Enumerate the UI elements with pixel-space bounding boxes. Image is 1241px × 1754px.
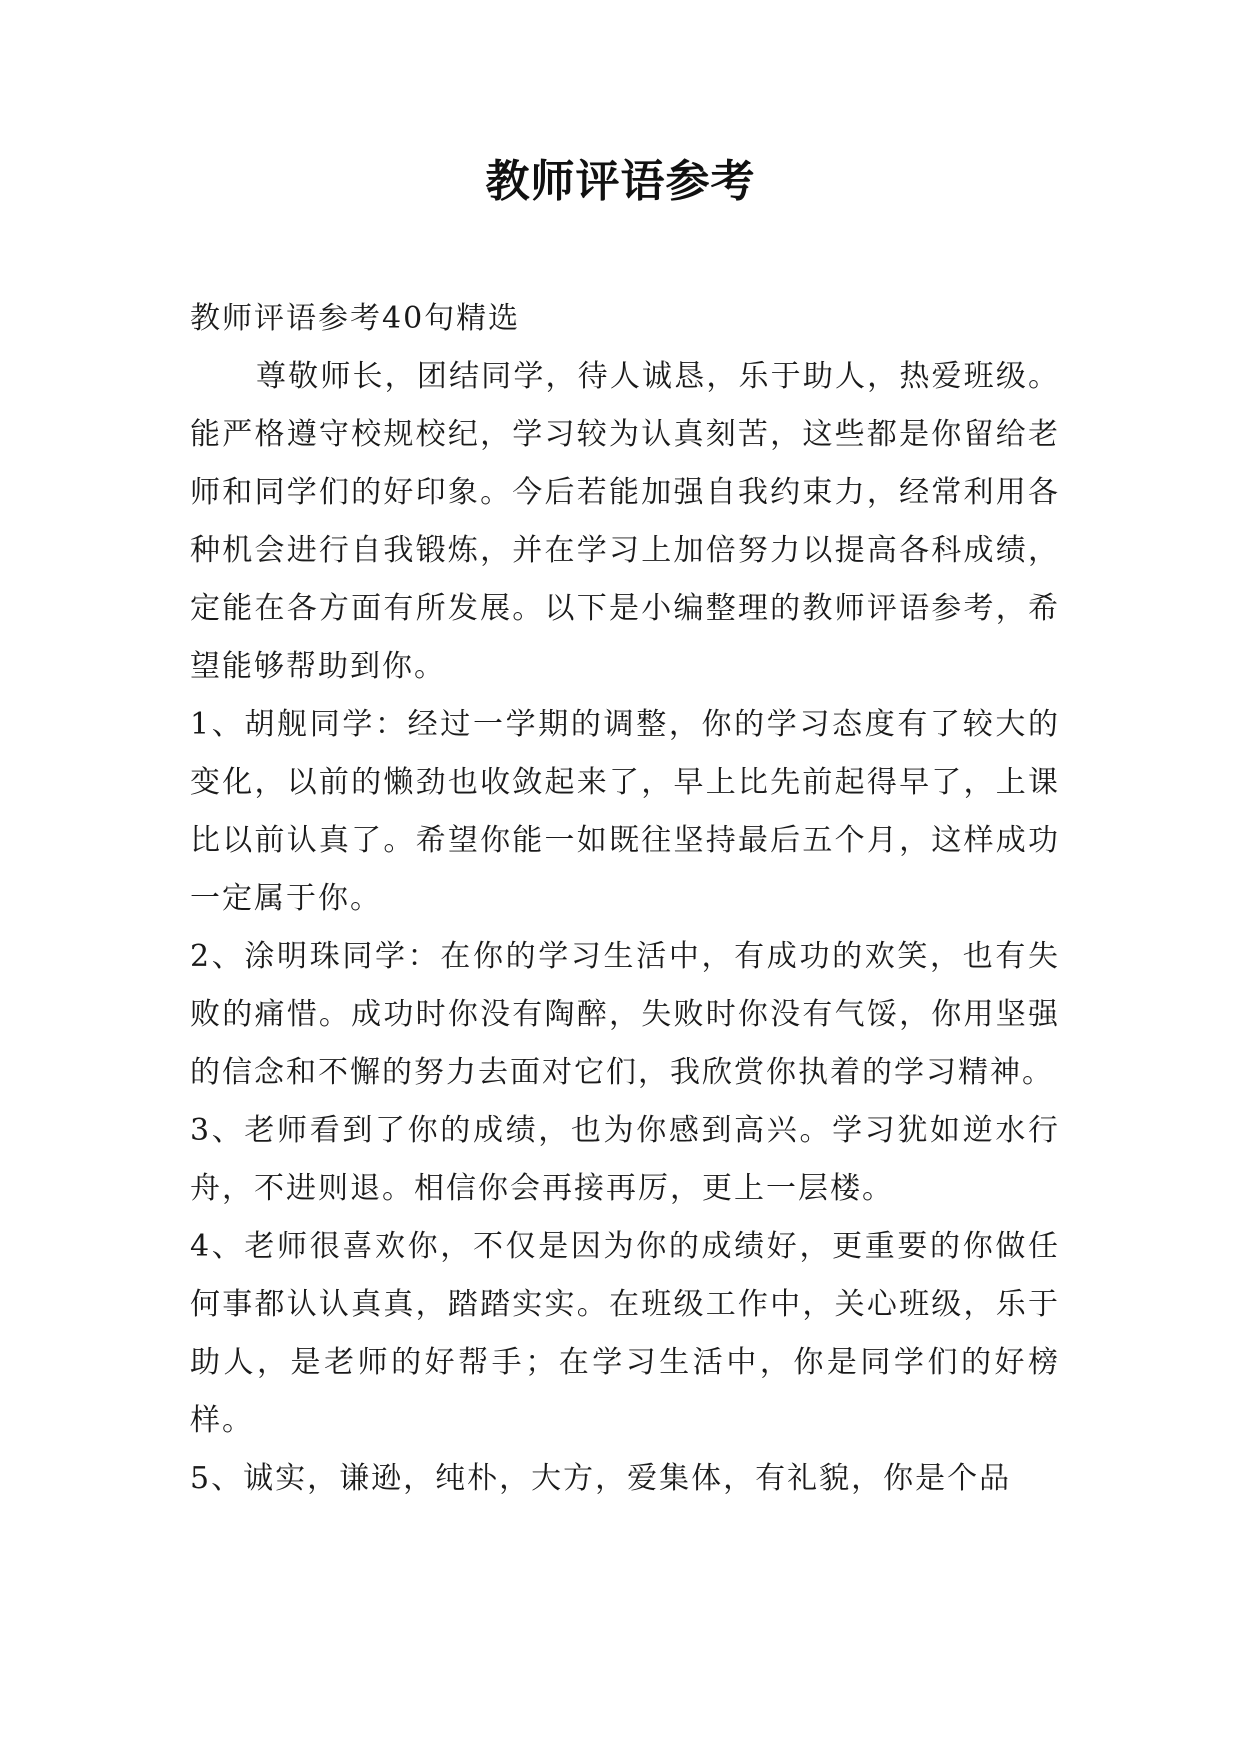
document-subtitle: 教师评语参考40句精选	[190, 301, 521, 336]
document-title: 教师评语参考	[485, 156, 756, 207]
comment-item-1: 1、胡舰同学：经过一学期的调整，你的学习态度有了较大的变化，以前的懒劲也收敛起来了，早上比先前起得早了，上课比以前认真了。希望你能一如既往坚持最后五个月，这样成功一定属于你。	[190, 707, 1060, 916]
intro-paragraph: 尊敬师长，团结同学，待人诚恳，乐于助人，热爱班级。能严格遵守校规校纪，学习较为认真刻苦，这些都是你留给老师和同学们的好印象。今后若能加强自我约束力，经常利用各种机会进行自我锻炼，并在学习上加倍努力以提高各科成绩，定能在各方面有所发展。以下是小编整理的教师评语参考，希望能够帮助到你。	[190, 359, 1060, 684]
comment-item-3: 3、老师看到了你的成绩，也为你感到高兴。学习犹如逆水行舟，不进则退。相信你会再接再厉，更上一层楼。	[190, 1113, 1060, 1206]
comment-item-2: 2、涂明珠同学：在你的学习生活中，有成功的欢笑，也有失败的痛惜。成功时你没有陶醉，失败时你没有气馁，你用坚强的信念和不懈的努力去面对它们，我欣赏你执着的学习精神。	[190, 939, 1060, 1090]
document-body	[190, 290, 1060, 1508]
comment-item-4: 4、老师很喜欢你，不仅是因为你的成绩好，更重要的你做任何事都认认真真，踏踏实实。在班级工作中，关心班级，乐于助人，是老师的好帮手；在学习生活中，你是同学们的好榜样。	[190, 1229, 1060, 1438]
comment-item-5: 5、诚实，谦逊，纯朴，大方，爱集体，有礼貌，你是个品	[190, 1461, 1012, 1496]
